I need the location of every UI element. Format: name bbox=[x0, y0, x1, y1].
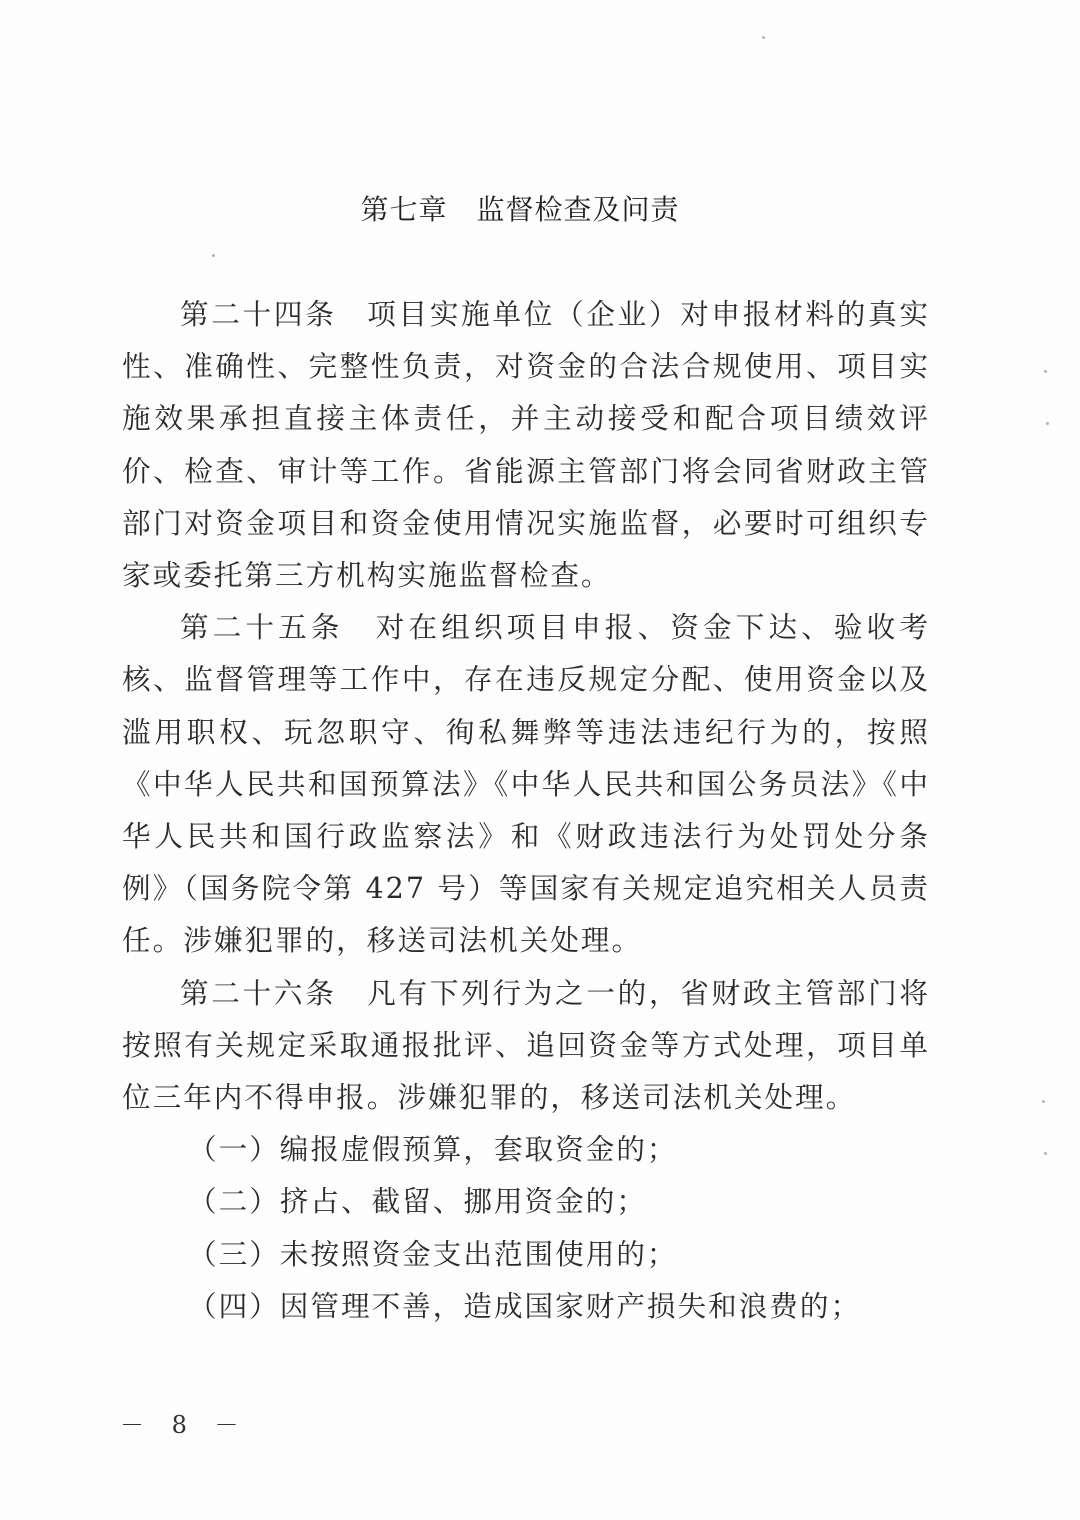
article-24 bbox=[122, 288, 930, 601]
list-item: （四）因管理不善，造成国家财产损失和浪费的； bbox=[188, 1288, 862, 1323]
scan-speck bbox=[212, 254, 215, 257]
chapter-title: 第七章 监督检查及问责 bbox=[360, 193, 680, 226]
page-number: － 8 － bbox=[120, 1411, 249, 1439]
article-number: 第二十四条 bbox=[180, 297, 337, 331]
article-text: 项目实施单位（企业）对申报材料的真实性、准确性、完整性负责，对资金的合法合规使用、项目实施效果承担直接主体责任，并主动接受和配合项目绩效评价、检查、审计等工作。省能源主管部门将会同省财政主管部门对资金项目和资金使用情况实施监督，必要时可组织专家或委托第三方机构实施监督检查。 bbox=[122, 297, 930, 593]
article-25 bbox=[122, 601, 930, 966]
article-number: 第二十六条 bbox=[180, 975, 337, 1010]
article-number: 第二十五条 bbox=[180, 610, 344, 645]
article-text: 对在组织项目申报、资金下达、验收考核、监督管理等工作中，存在违反规定分配、使用资金以及滥用职权、玩忽职守、徇私舞弊等违法违纪行为的，按照《中华人民共和国预算法》《中华人民共和国公务员法》《中华人民共和国行政监察法》和《财政违法行为处罚处分条例》（国务院令第 427 号）等国家有关规定追究相关人员责任。涉嫌犯罪的，移送司法机关处理。 bbox=[122, 610, 930, 958]
list-item: （一）编报虚假预算，套取资金的； bbox=[188, 1132, 678, 1167]
scan-speck bbox=[762, 36, 765, 39]
article-text: 凡有下列行为之一的，省财政主管部门将按照有关规定采取通报批评、追回资金等方式处理，项目单位三年内不得申报。涉嫌犯罪的，移送司法机关处理。 bbox=[122, 975, 930, 1115]
scan-speck bbox=[1042, 1100, 1045, 1103]
document-body bbox=[122, 288, 930, 1332]
list-item: （二）挤占、截留、挪用资金的； bbox=[188, 1184, 647, 1219]
scan-speck bbox=[1044, 370, 1047, 373]
article-26 bbox=[122, 967, 930, 1124]
scan-speck bbox=[1046, 422, 1049, 425]
list-item: （三）未按照资金支出范围使用的； bbox=[188, 1236, 678, 1271]
scan-speck bbox=[1044, 1152, 1047, 1155]
